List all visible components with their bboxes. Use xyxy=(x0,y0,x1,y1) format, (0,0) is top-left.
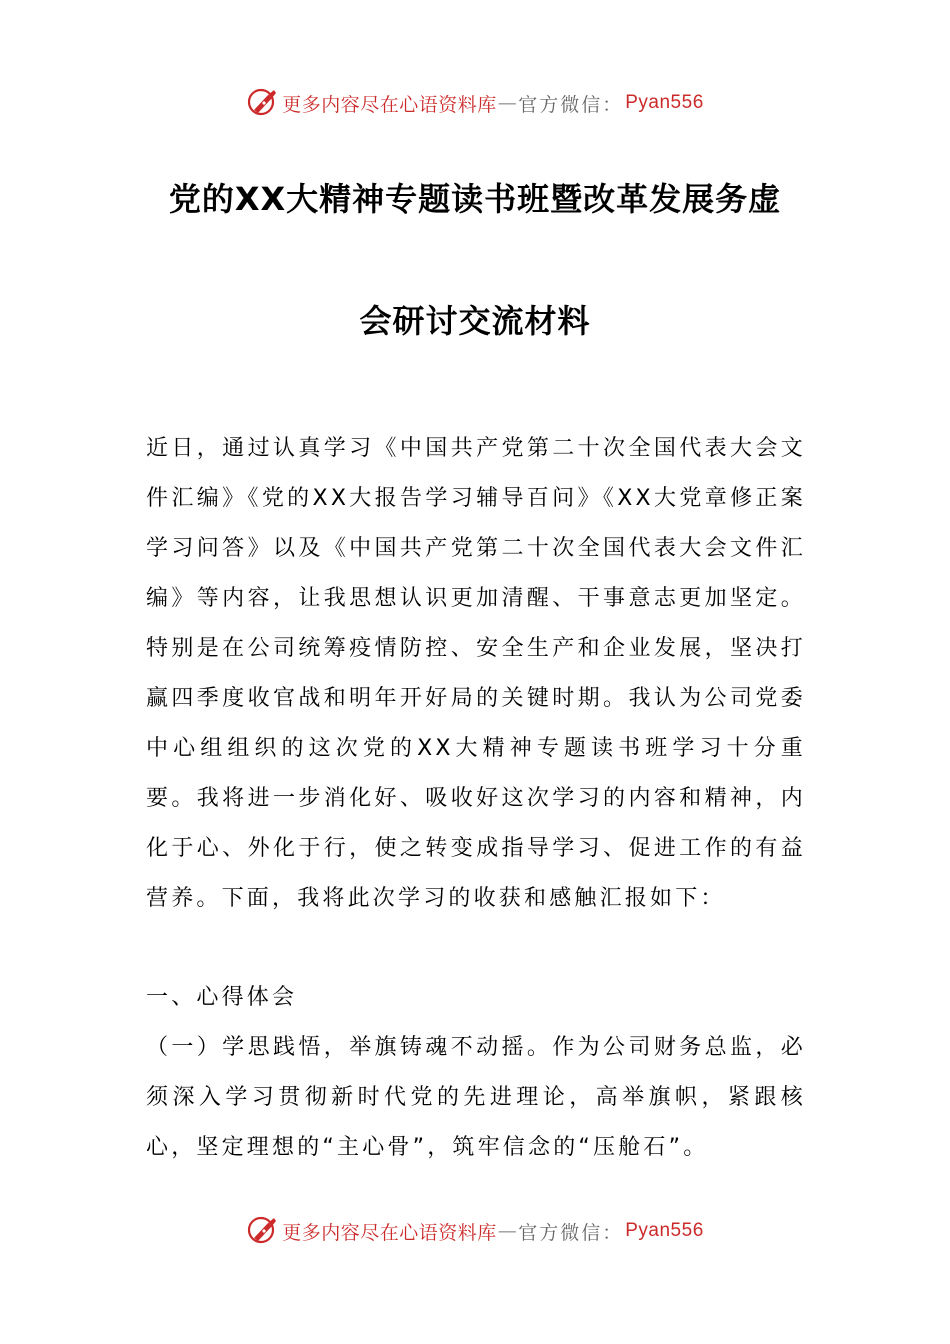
document-title-line1: 党的XX大精神专题读书班暨改革发展务虚 xyxy=(168,180,782,218)
watermark-dash: — xyxy=(497,1220,518,1242)
pen-logo-icon xyxy=(246,86,280,120)
section-heading: 一、心得体会 xyxy=(146,985,298,1010)
watermark-wechat-id: Pyan556 xyxy=(625,1220,704,1241)
watermark-official-label: 官方微信： xyxy=(518,93,624,116)
footer-watermark xyxy=(0,1211,950,1251)
document-title-line2: 会研讨交流材料 xyxy=(359,302,591,340)
watermark-official-label: 官方微信： xyxy=(518,1221,624,1244)
section1-paragraph: （一）学思践悟，举旗铸魂不动摇。作为公司财务总监，必须深入学习贯彻新时代党的先进理论，高举旗帜，紧跟核心，坚定理想的“主心骨”，筑牢信念的“压舱石”。 xyxy=(146,1035,806,1160)
watermark-wechat-id: Pyan556 xyxy=(625,92,704,113)
intro-paragraph: 近日，通过认真学习《中国共产党第二十次全国代表大会文件汇编》《党的XX大报告学习辅导百问》《XX大党章修正案学习问答》以及《中国共产党第二十次全国代表大会文件汇编》等内容，让我思想认识更加清醒、干事意志更加坚定。特别是在公司统筹疫情防控、安全生产和企业发展，坚决打赢四季度收官战和明年开好局的关键时期。我认为公司党委中心组组织的这次党的XX大精神专题读书班学习十分重要。我将进一步消化好、吸收好这次学习的内容和精神，内化于心、外化于行，使之转变成指导学习、促进工作的有益营养。下面，我将此次学习的收获和感触汇报如下： xyxy=(146,436,806,911)
watermark-dash: — xyxy=(497,92,518,114)
watermark-brand: 更多内容尽在心语资料库 xyxy=(282,93,497,116)
pen-logo-icon xyxy=(246,1214,280,1248)
header-watermark xyxy=(0,83,950,123)
watermark-brand: 更多内容尽在心语资料库 xyxy=(282,1221,497,1244)
